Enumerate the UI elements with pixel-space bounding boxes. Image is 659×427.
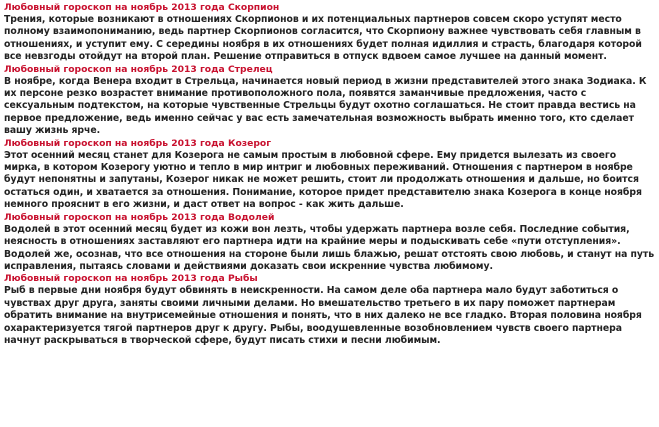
section-sagittarius [4, 64, 655, 138]
section-pisces [4, 273, 655, 347]
section-text-sagittarius: В ноябре, когда Венера входит в Стрельца, начинается новый период в жизни представителей этого знака Зодиака. К их персоне резко возрастет внимание противоположного пола, появятся заманчивые предложения, часто с сексуальным подтекстом, на которые чувственные Стрельцы будут охотно соглашаться. Не стоит правда вестись на первое предложение, ведь именно сейчас у вас есть замечательная возможность выбрать именно того, кто сделает вашу жизнь ярче. [4, 75, 647, 137]
section-heading-aquarius: Любовный гороскоп на ноябрь 2013 года Водолей [4, 211, 275, 223]
section-text-aquarius: Водолей в этот осенний месяц будет из кожи вон лезть, чтобы удержать партнера возле себя. Последние события, неясность в отношениях заставляют его партнера идти на крайние меры и подыскивать себе «пути отступления». Водолей же, осознав, что все отношения на стороне были лишь блажью, решат отстоять свою любовь, и станут на путь исправления, пытаясь словами и действиями доказать свои искренние чувства любимому. [4, 223, 655, 272]
section-text-pisces: Рыб в первые дни ноября будут обвинять в неискренности. На самом деле оба партнера мало будут заботиться о чувствах друг друга, заняты своими личными делами. Но вмешательство третьего в их пару поможет партнерам обратить внимание на внутрисемейные отношения и понять, что в них далеко не все гладко. Вторая половина ноября охарактеризуется тягой партнеров друг к другу. Рыбы, воодушевленные возобновлением чувств своего партнера начнут раскрываться в творческой сфере, будут писать стихи и песни любимым. [4, 285, 642, 346]
section-aquarius [4, 212, 655, 274]
section-heading-scorpio: Любовный гороскоп на ноябрь 2013 года Скорпион [4, 2, 280, 13]
section-heading-sagittarius: Любовный гороскоп на ноябрь 2013 года Стрелец [4, 63, 273, 75]
section-capricorn [4, 138, 655, 212]
section-text-capricorn: Этот осенний месяц станет для Козерога не самым простым в любовной сфере. Ему придется вылезать из своего мирка, в котором Козерогу уютно и тепло в мир интриг и любовных переживаний. Отношения с партнером в ноябре будут непонятны и запутаны, Козерог никак не может решить, стоит ли продолжать отношения и дальше, но боится остаться один, и хватается за отношения. Понимание, которое придет представителю знака Козерога в конце ноября немного прояснит в его жизни, и даст ответ на вопрос - как жить дальше. [4, 149, 642, 211]
section-scorpio [4, 2, 655, 64]
section-heading-pisces: Любовный гороскоп на ноябрь 2013 года Рыбы [4, 273, 258, 285]
section-text-scorpio: Трения, которые возникают в отношениях Скорпионов и их потенциальных партнеров совсем скоро уступят место полному взаимопониманию, ведь партнер Скорпионов согласится, что Скорпиону важнее чувствовать себя главным в отношениях, и уступит ему. С середины ноября в их отношениях будет полная идиллия и страсть, благодаря которой все невзгоды отойдут на второй план. Решение отправиться в отпуск вдвоем самое лучшее на данный момент. [4, 14, 642, 63]
section-heading-capricorn: Любовный гороскоп на ноябрь 2013 года Козерог [4, 137, 272, 149]
